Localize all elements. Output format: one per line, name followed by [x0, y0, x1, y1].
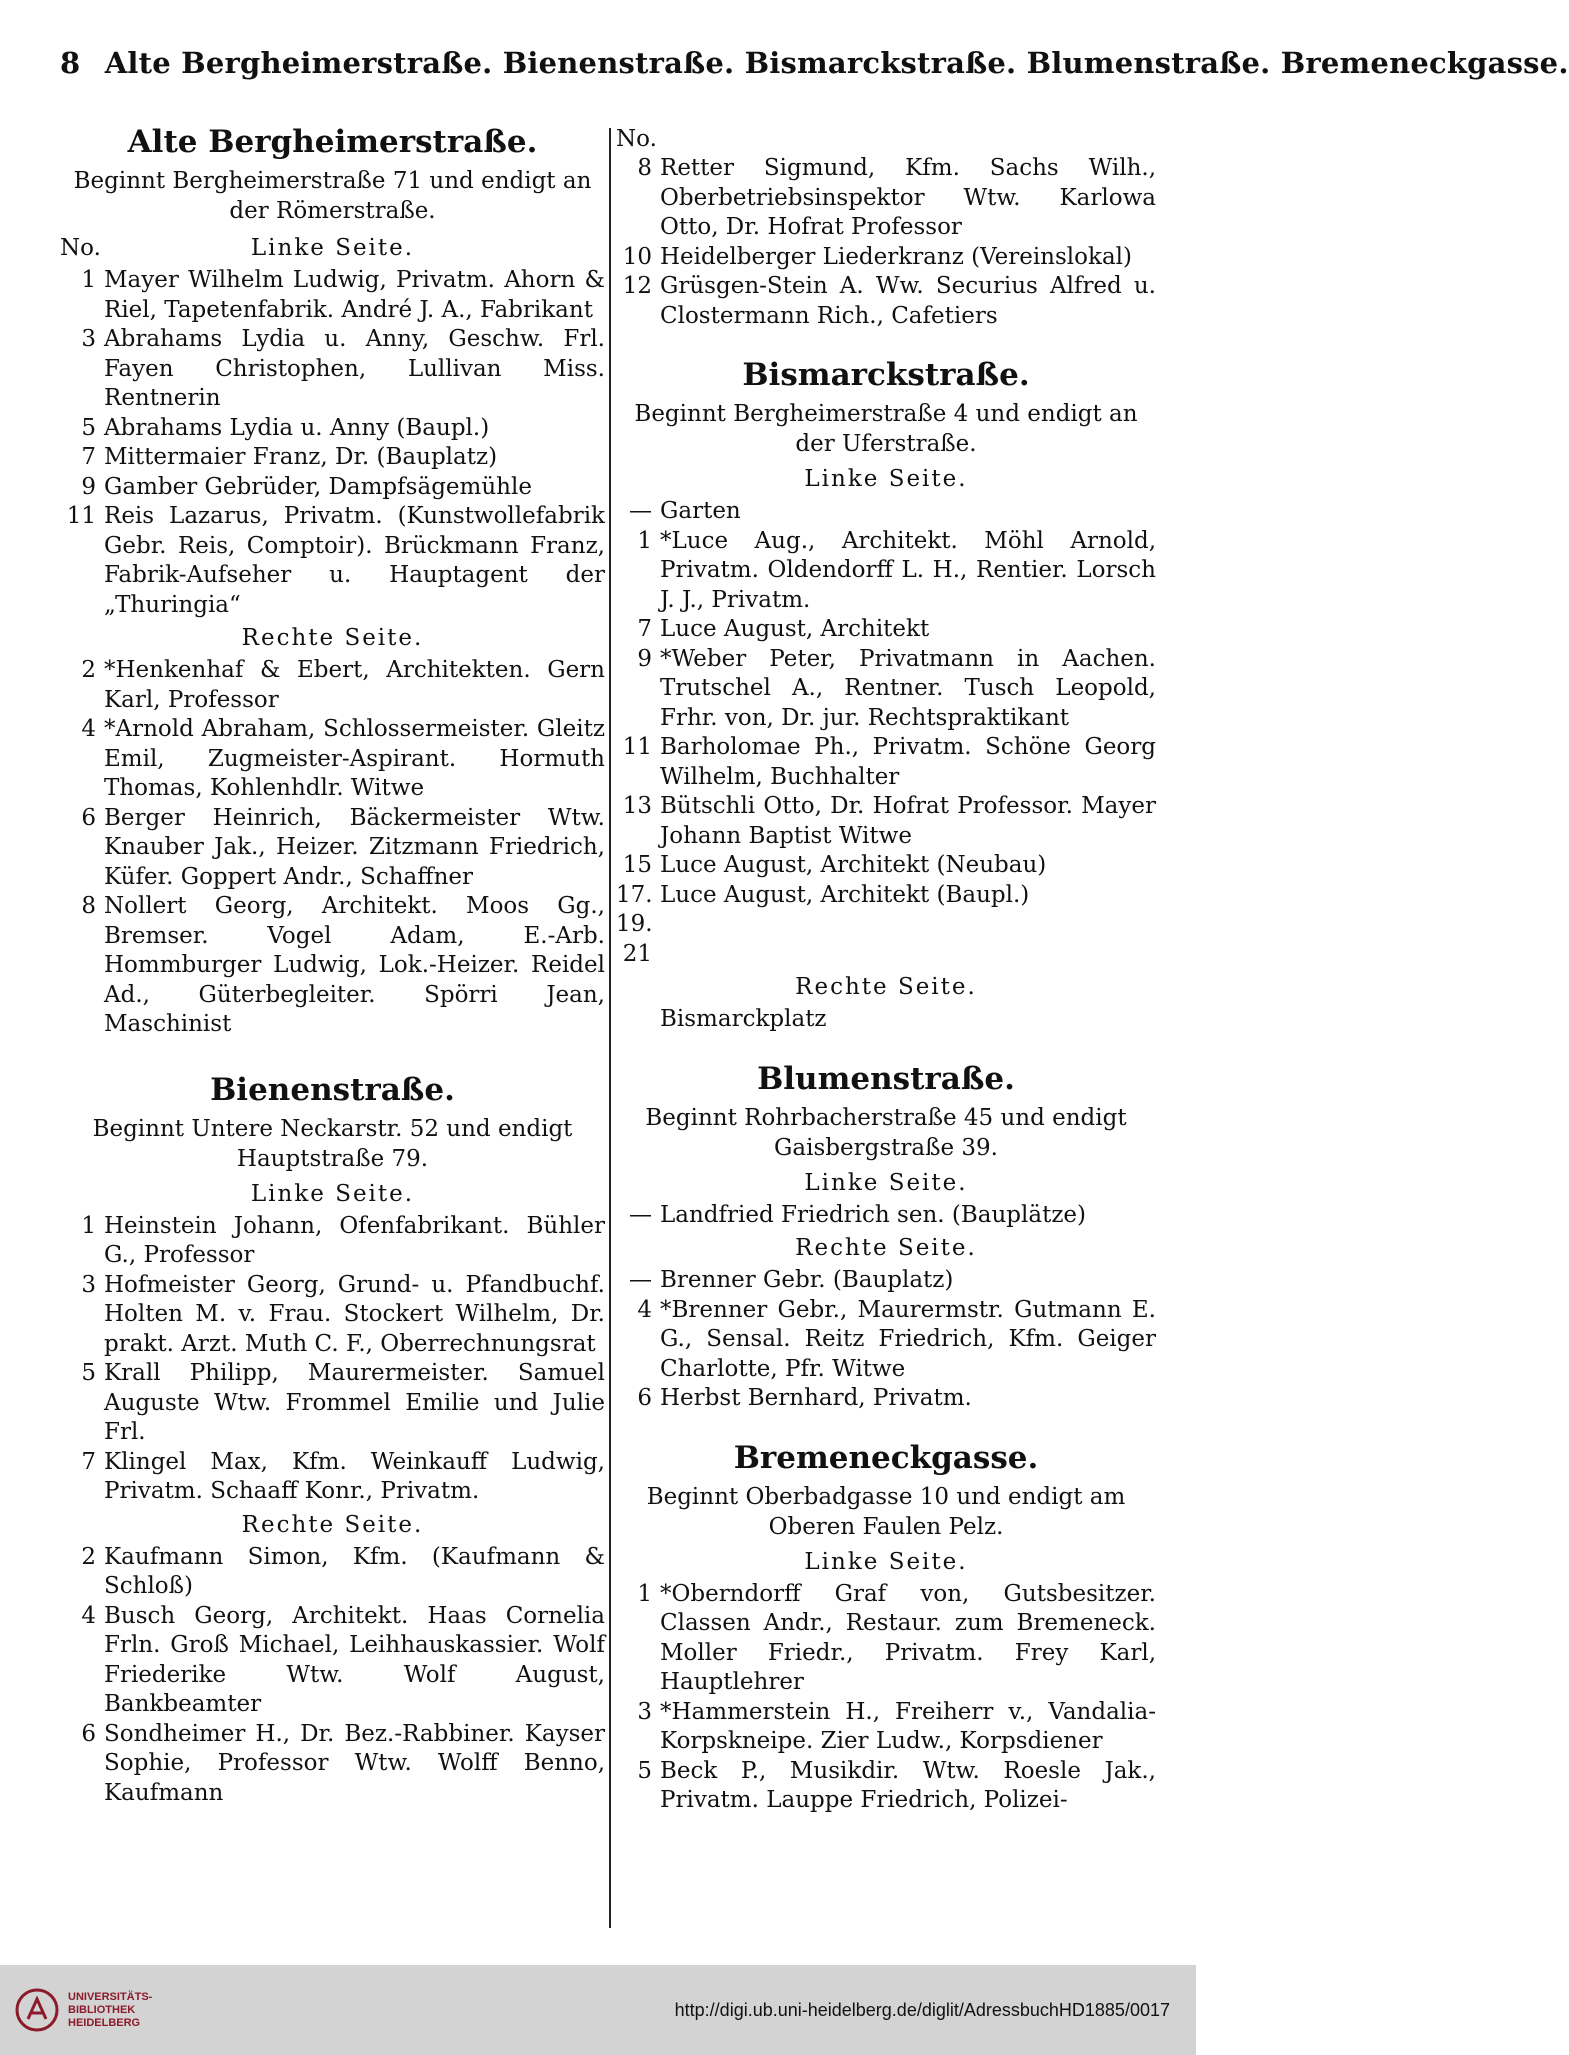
house-number: 1 [637, 1580, 652, 1607]
address-entry [60, 443, 605, 473]
address-entry [60, 414, 605, 444]
address-entry [616, 1698, 1156, 1757]
source-url-link[interactable]: http://digi.ub.uni-heidelberg.de/diglit/AdressbuchHD1885/0017 [674, 1999, 1170, 2020]
entry-list [60, 656, 605, 1040]
house-number [616, 1005, 660, 1035]
entry-list [60, 266, 605, 620]
entry-list [60, 1212, 605, 1507]
house-number: — [629, 498, 652, 524]
side-heading: Rechte Seite. [241, 1511, 424, 1538]
resident-text: Luce August, Architekt (Baupl.) [660, 881, 1030, 908]
resident-text: Sondheimer H., Dr. Bez.-Rabbiner. Kayser Sophie, Professor Wtw. Wolff Benno, Kaufmann [104, 1720, 605, 1806]
resident-text: Abrahams Lydia u. Anny (Baupl.) [104, 414, 490, 441]
resident-text: Retter Sigmund, Kfm. Sachs Wilh., Oberbetriebsinspektor Wtw. Karlowa Otto, Dr. Hofrat Professor [660, 155, 1156, 240]
resident-text: Reis Lazarus, Privatm. (Kunstwollefabrik Gebr. Reis, Comptoir). Brückmann Franz, Fabrik-Aufseher u. Hauptagent der „Thuringia“ [104, 503, 605, 618]
address-entry [616, 1005, 1156, 1035]
resident-text: Nollert Georg, Architekt. Moos Gg., Bremser. Vogel Adam, E.-Arb. Hommburger Ludwig, Lok.-Heizer. Reidel Ad., Güterbegleiter. Spörri Jean, Maschinist [104, 893, 605, 1037]
address-entry [616, 243, 1156, 273]
resident-text: Klingel Max, Kfm. Weinkauff Ludwig, Privatm. Schaaff Konr., Privatm. [104, 1448, 605, 1504]
right-column [616, 124, 1156, 1816]
street-title: Blumenstraße. [757, 1060, 1015, 1097]
house-number: 3 [637, 1698, 652, 1725]
house-number: 9 [81, 473, 96, 500]
address-entry [616, 1266, 1156, 1296]
house-number: 5 [81, 1360, 96, 1386]
street-intro: Beginnt Oberbadgasse 10 und endigt am Oberen Faulen Pelz. [646, 1483, 1126, 1540]
column-divider [609, 128, 611, 1928]
house-number: 12 [622, 273, 652, 299]
house-number: 15 [622, 852, 652, 878]
library-name [68, 1991, 152, 2030]
resident-text: Busch Georg, Architekt. Haas Cornelia Frln. Groß Michael, Leihhauskassier. Wolf Friederike Wtw. Wolf August, Bankbeamter [104, 1602, 605, 1717]
address-entry [60, 502, 605, 620]
resident-text: *Weber Peter, Privatmann in Aachen. Trutschel A., Rentner. Tusch Leopold, Frhr. von, Dr. jur. Rechtspraktikant [660, 645, 1156, 731]
address-entry [616, 272, 1156, 331]
resident-text: *Hammerstein H., Freiherr v., Vandalia-Korpskneipe. Zier Ludw., Korpsdiener [660, 1698, 1156, 1754]
address-entry [616, 881, 1156, 970]
address-entry [60, 325, 605, 414]
resident-text: *Oberndorff Graf von, Gutsbesitzer. Classen Andr., Restaur. zum Bremeneck. Moller Friedr., Privatm. Frey Karl, Hauptlehrer [660, 1580, 1156, 1695]
address-entry [60, 1448, 605, 1507]
entry-list [60, 1543, 605, 1809]
street-title: Bremeneckgasse. [733, 1439, 1039, 1476]
resident-text: Abrahams Lydia u. Anny, Geschw. Frl. Fayen Christophen, Lullivan Miss. Rentnerin [104, 326, 605, 411]
address-entry [60, 1271, 605, 1360]
resident-text: Brenner Gebr. (Bauplatz) [660, 1267, 954, 1293]
resident-text: Beck P., Musikdir. Wtw. Roesle Jak., Privatm. Lauppe Friedrich, Polizei- [660, 1757, 1156, 1813]
street-intro: Beginnt Bergheimerstraße 71 und endigt an der Römerstraße. [73, 168, 592, 224]
address-entry [616, 733, 1156, 792]
running-header [60, 46, 1569, 80]
entry-list [616, 497, 1156, 969]
street-intro: Beginnt Bergheimerstraße 4 und endigt an der Uferstraße. [634, 401, 1138, 457]
address-entry [60, 656, 605, 715]
house-number: 5 [637, 1757, 652, 1784]
number-header: No. [60, 235, 101, 261]
resident-text: *Arnold Abraham, Schlossermeister. Gleitz Emil, Zugmeister-Aspirant. Hormuth Thomas, Kohlenhdlr. Witwe [104, 716, 605, 801]
address-entry [60, 266, 605, 325]
street-title: Alte Bergheimerstraße. [127, 124, 538, 160]
resident-text: Luce August, Architekt (Neubau) [660, 852, 1047, 878]
house-number: 8 [81, 893, 96, 919]
street-intro: Beginnt Rohrbacherstraße 45 und endigt Gaisbergstraße 39. [645, 1104, 1127, 1161]
address-entry [616, 615, 1156, 645]
house-number: 5 [81, 414, 96, 441]
house-number: 2 [81, 657, 96, 683]
library-name-line: BIBLIOTHEK [68, 2003, 136, 2016]
resident-text: Mayer Wilhelm Ludwig, Privatm. Ahorn & Riel, Tapetenfabrik. André J. A., Fabrikant [104, 267, 605, 323]
address-entry [616, 1201, 1156, 1231]
address-entry [616, 1296, 1156, 1385]
house-number: 2 [81, 1543, 96, 1570]
entry-list [616, 1266, 1156, 1414]
resident-text: Barholomae Ph., Privatm. Schöne Georg Wilhelm, Buchhalter [660, 734, 1156, 790]
house-number: 3 [81, 326, 96, 352]
address-entry [60, 1602, 605, 1720]
house-number: 8 [637, 155, 652, 181]
library-name-line: UNIVERSITÄTS- [68, 1990, 153, 2003]
side-heading: Rechte Seite. [795, 1235, 977, 1261]
address-entry [60, 715, 605, 804]
address-entry [616, 527, 1156, 616]
side-heading: Linke Seite. [804, 1548, 968, 1575]
house-number: 11 [66, 503, 96, 529]
house-number: 6 [637, 1385, 652, 1411]
resident-text: Landfried Friedrich sen. (Bauplätze) [660, 1201, 1087, 1228]
library-seal-icon [14, 1987, 60, 2033]
address-entry [616, 1580, 1156, 1698]
address-entry [60, 1212, 605, 1271]
house-number: 7 [637, 616, 652, 642]
resident-text: *Brenner Gebr., Maurermstr. Gutmann E. G., Sensal. Reitz Friedrich, Kfm. Geiger Charlotte, Pfr. Witwe [660, 1296, 1156, 1382]
side-heading: Linke Seite. [250, 1180, 415, 1207]
house-number: 4 [637, 1296, 652, 1323]
resident-text: Bismarckplatz [660, 1006, 827, 1032]
resident-text: Heidelberger Liederkranz (Vereinslokal) [660, 243, 1132, 270]
resident-text: Grüsgen-Stein A. Ww. Securius Alfred u. Clostermann Rich., Cafetiers [660, 273, 1156, 329]
library-footer [0, 1965, 1196, 2055]
resident-text: Bütschli Otto, Dr. Hofrat Professor. Mayer Johann Baptist Witwe [660, 793, 1156, 849]
number-header: No. [616, 126, 657, 152]
library-logo[interactable] [14, 1987, 152, 2033]
address-entry [616, 154, 1156, 243]
house-number: — [629, 1201, 652, 1228]
address-entry [616, 645, 1156, 734]
resident-text: Luce August, Architekt [660, 616, 930, 642]
resident-text: *Henkenhaf & Ebert, Architekten. Gern Karl, Professor [104, 657, 605, 713]
address-entry [616, 851, 1156, 881]
address-entry [60, 473, 605, 503]
resident-text: Garten [660, 498, 741, 524]
resident-text: Hofmeister Georg, Grund- u. Pfandbuchf. Holten M. v. Frau. Stockert Wilhelm, Dr. prakt. Arzt. Muth C. F., Oberrechnungsrat [104, 1271, 605, 1357]
side-heading: Rechte Seite. [795, 974, 977, 1000]
address-entry [616, 1757, 1156, 1816]
library-name-line: HEIDELBERG [68, 2016, 141, 2029]
house-number: 7 [81, 1448, 96, 1475]
left-column [60, 118, 605, 1808]
address-entry [616, 497, 1156, 527]
address-entry [60, 1720, 605, 1809]
house-number: 1 [81, 1212, 96, 1239]
address-entry [60, 1359, 605, 1448]
resident-text: Berger Heinrich, Bäckermeister Wtw. Knauber Jak., Heizer. Zitzmann Friedrich, Küfer. Goppert Andr., Schaffner [104, 804, 605, 890]
house-number: — [629, 1267, 652, 1293]
side-heading: Rechte Seite. [241, 625, 424, 651]
resident-text: Kaufmann Simon, Kfm. (Kaufmann & Schloß) [104, 1543, 605, 1599]
house-number: 9 [637, 645, 652, 672]
page-number: 8 [60, 46, 81, 80]
running-title: Alte Bergheimerstraße. Bienenstraße. Bismarckstraße. Blumenstraße. Bremeneckgasse. [104, 46, 1569, 80]
resident-text: Mittermaier Franz, Dr. (Bauplatz) [104, 444, 498, 470]
entry-list [616, 1005, 1156, 1035]
house-number: 13 [622, 793, 652, 819]
entry-list [616, 1201, 1156, 1231]
house-number: 1 [81, 267, 96, 293]
house-number: 3 [81, 1271, 96, 1298]
house-number: 6 [81, 804, 96, 831]
entry-list [616, 154, 1156, 331]
address-entry [616, 792, 1156, 851]
address-entry [616, 1384, 1156, 1414]
house-number: 4 [81, 1602, 96, 1629]
house-number: 7 [81, 444, 96, 470]
resident-text: Gamber Gebrüder, Dampfsägemühle [104, 473, 532, 500]
side-heading: Linke Seite. [804, 1169, 968, 1196]
house-number: 1 [637, 527, 652, 554]
house-number: 4 [81, 716, 96, 742]
resident-text: *Luce Aug., Architekt. Möhl Arnold, Privatm. Oldendorff L. H., Rentier. Lorsch J. J., Privatm. [660, 527, 1156, 613]
street-title: Bienenstraße. [210, 1071, 455, 1108]
house-number: 17. 19. 21 [616, 881, 653, 967]
resident-text: Krall Philipp, Maurermeister. Samuel Auguste Wtw. Frommel Emilie und Julie Frl. [104, 1360, 605, 1445]
street-intro: Beginnt Untere Neckarstr. 52 und endigt Hauptstraße 79. [92, 1115, 573, 1172]
resident-text: Heinstein Johann, Ofenfabrikant. Bühler G., Professor [104, 1212, 605, 1268]
house-number: 10 [622, 243, 652, 270]
entry-list [616, 1580, 1156, 1816]
address-entry [60, 804, 605, 893]
side-heading: Linke Seite. [804, 466, 968, 492]
house-number: 6 [81, 1720, 96, 1747]
street-title: Bismarckstraße. [742, 357, 1030, 393]
address-entry [60, 892, 605, 1040]
resident-text: Herbst Bernhard, Privatm. [660, 1385, 972, 1411]
address-entry [60, 1543, 605, 1602]
house-number: 11 [622, 734, 652, 760]
side-heading: Linke Seite. [250, 235, 415, 261]
